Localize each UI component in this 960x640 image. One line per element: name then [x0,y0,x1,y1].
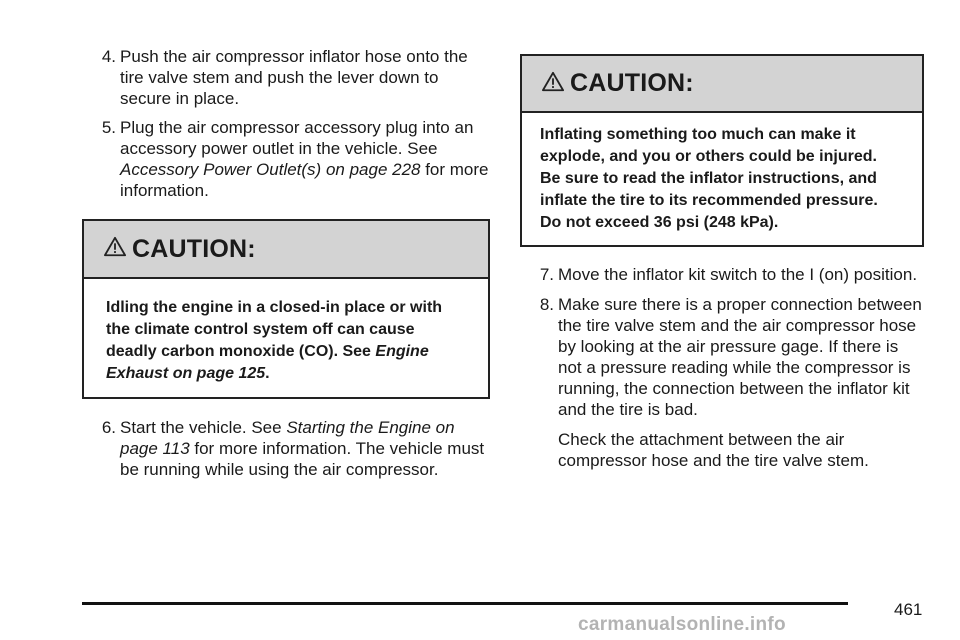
step-text: Make sure there is a proper connection between the tire valve stem and the air compressor hose by looking at the air pressure gage. If there is not a pressure reading while the compressor is running, the connection between the inflator kit and the tire is bad. [558,295,922,419]
step-text: Move the inflator kit switch to the I (on) position. [558,265,918,284]
step-text-end: for more information. The vehicle must be running while using the air compressor. [120,439,485,479]
left-column [82,0,490,480]
right-column [520,0,924,471]
step-number: 5. [101,118,116,137]
footer-rule [82,602,848,605]
cross-reference-link[interactable]: Starting the Engine on page 113 [120,418,455,458]
caution-text-end: . [265,365,270,382]
caution-header [522,56,922,113]
caution-title: CAUTION: [132,234,256,263]
caution-body [522,113,922,245]
step-text: Start the vehicle. See [120,418,287,437]
caution-triangle-icon [104,236,126,258]
caution-header [84,221,488,279]
caution-box-exhaust [82,219,490,399]
page-number: 461 [894,600,923,619]
step-text-end: for more information. [120,160,489,200]
step-5 [82,117,490,201]
caution-text: Inflating something too much can make it explode, and you or others could be injured. Be sure to read the inflator instructions, and inflate the tire to its recommended pressure. Do not exceed 36 psi (248 kPa). [540,126,878,231]
cross-reference-link[interactable]: Accessory Power Outlet(s) on page 228 [120,160,421,179]
step-7 [520,264,924,285]
caution-triangle-icon [542,71,564,93]
cross-reference-link[interactable]: Engine Exhaust on page 125 [106,343,429,382]
step-8-followup: Check the attachment between the air compressor hose and the tire valve stem. [558,430,869,470]
step-number: 6. [101,418,116,437]
step-6 [82,417,490,480]
step-number: 4. [101,47,116,66]
step-text: Push the air compressor inflator hose onto the tire valve stem and push the lever down to secure in place. [120,47,468,108]
step-number: 8. [539,295,554,314]
caution-text: Idling the engine in a closed-in place or with the climate control system off can cause deadly carbon monoxide (CO). See [106,299,443,360]
step-4 [82,46,490,109]
step-8 [520,294,924,420]
step-number: 7. [539,265,554,284]
caution-title: CAUTION: [570,69,694,97]
watermark: carmanualsonline.info [578,614,786,635]
step-text: Plug the air compressor accessory plug into an accessory power outlet in the vehicle. See [120,118,474,158]
caution-body [84,279,488,397]
caution-box-inflation [520,54,924,247]
